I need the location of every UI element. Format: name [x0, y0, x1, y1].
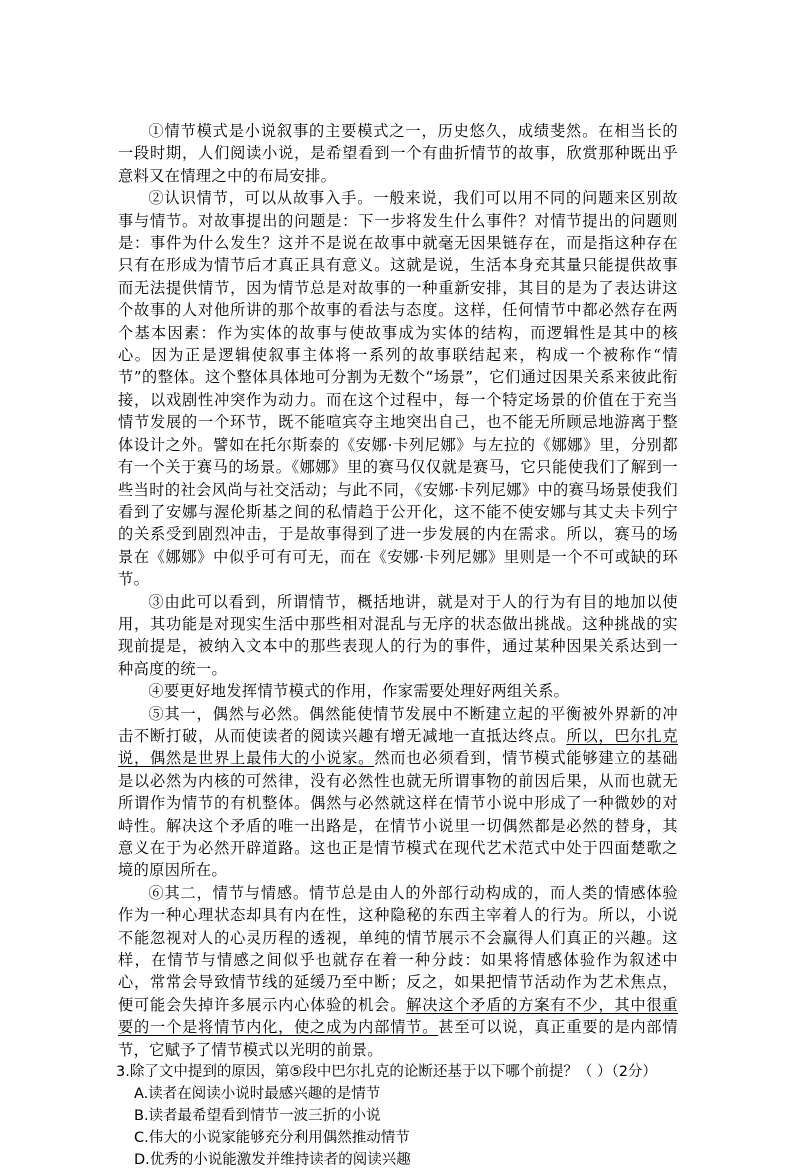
paragraph-3: ③由此可以看到，所谓情节，概括地讲，就是对于人的行为有目的地加以使用，其功能是对现实生活中那些相对混乱与无序的状态做出挑战。这种挑战的实现前提是，被纳入文本中的那些表现人的行为的事件，通过某种因果关系达到一种高度的统一。: [118, 592, 678, 678]
paragraph-5-underlined-sentence: 所以，巴尔扎克说，偶然是世界上最伟大的小说家。: [118, 726, 678, 768]
question-stem: 3.除了文中提到的原因，第⑤段中巴尔扎克的论断还基于以下哪个前提？（ ）（2分）: [116, 1064, 657, 1081]
option-d[interactable]: D.优秀的小说能激发并维持读者的阅读兴趣: [134, 1152, 411, 1169]
paragraph-2: ②认识情节，可以从故事入手。一般来说，我们可以用不同的问题来区别故事与情节。对故事提出的问题是：下一步将发生什么事件？对情节提出的问题则是：事件为什么发生？这并不是说在故事中就毫无因果链存在，而是指这种存在只有在形成为情节后才真正具有意义。这就是说，生活本身充其量只能提供故事而无法提供情节，因为情节总是对故事的一种重新安排，其目的是为了表达讲这个故事的人对他所讲的那个故事的看法与态度。这样，任何情节中都必然存在两个基本因素：作为实体的故事与使故事成为实体的结构，而逻辑性是其中的核心。因为正是逻辑使叙事主体将一系列的故事联结起来，构成一个被称作“情节”的整体。这个整体具体地可分割为无数个“场景”，它们通过因果关系来彼此衔接，以戏剧性冲突作为动力。而在这个过程中，每一个特定场景的价值在于充当情节发展的一个环节，既不能喧宾夺主地突出自己，也不能无所顾忌地游离于整体设计之外。譬如在托尔斯泰的《安娜·卡列尼娜》与左拉的《娜娜》里，分别都有一个关于赛马的场景。《娜娜》里的赛马仅仅就是赛马，它只能使我们了解到一些当时的社会风尚与社交活动；与此不同，《安娜·卡列尼娜》中的赛马场景使我们看到了安娜与渥伦斯基之间的私情趋于公开化，这不能不使安娜与其丈夫卡列宁的关系受到剧烈冲击，于是故事得到了进一步发展的内在需求。所以，赛马的场景在《娜娜》中似乎可有可无，而在《安娜·卡列尼娜》里则是一个不可或缺的环节。: [118, 189, 678, 589]
question-3: [118, 1061, 678, 1171]
paragraph-6-text-b: 甚至可以说，真正重要的是内部情节，它赋予了情节模式以光明的前景。: [118, 1018, 679, 1059]
paragraph-5-text-a: ⑤其一，偶然与必然。偶然能使情节发展中不断建立起的平衡被外界新的冲击不断打破，从而使读者的阅读兴趣有增无减地一直抵达终点。: [118, 704, 678, 745]
paragraph-4: ④要更好地发挥情节模式的作用，作家需要处理好两组关系。: [148, 682, 570, 701]
article: [118, 120, 678, 1061]
document-page: [118, 120, 678, 1171]
paragraph-5: [118, 703, 678, 882]
option-a[interactable]: A.读者在阅读小说时最感兴趣的是情节: [134, 1086, 381, 1103]
option-c[interactable]: C.伟大的小说家能够充分利用偶然推动情节: [134, 1130, 410, 1147]
paragraph-6-underlined-sentence: 解决这个矛盾的方案有不少，其中很重要的一个是将情节内化，使之成为内部情节。: [118, 995, 678, 1037]
paragraph-6-text-a: ⑥其二，情节与情感。情节总是由人的外部行动构成的，而人类的情感体验作为一种心理状态却具有内在性，这种隐秘的东西主宰着人的行为。所以，小说不能忽视对人的心灵历程的透视，单纯的情节展示不会赢得人们真正的兴趣。这样，在情节与情感之间似乎也就存在着一种分歧：如果将情感体验作为叙述中心，常常会导致情节线的延缓乃至中断；反之，如果把情节活动作为艺术焦点，便可能会失掉许多展示内心体验的机会。: [118, 883, 678, 1014]
option-b[interactable]: B.读者最希望看到情节一波三折的小说: [134, 1108, 381, 1125]
paragraph-1: ①情节模式是小说叙事的主要模式之一，历史悠久，成绩斐然。在相当长的一段时期，人们阅读小说，是希望看到一个有曲折情节的故事，欣赏那种既出乎意料又在情理之中的布局安排。: [118, 122, 678, 185]
paragraph-5-text-b: 然而也必须看到，情节模式能够建立的基础是以必然为内核的可然律，没有必然性也就无所谓事物的前因后果，从而也就无所谓作为情节的有机整体。偶然与必然就这样在情节小说中形成了一种微妙的对峙性。解决这个矛盾的唯一出路是，在情节小说里一切偶然都是必然的替身，其意义在于为必然开辟道路。这也正是情节模式在现代艺术范式中处于四面楚歌之境的原因所在。: [118, 749, 678, 880]
paragraph-6: [118, 882, 678, 1061]
